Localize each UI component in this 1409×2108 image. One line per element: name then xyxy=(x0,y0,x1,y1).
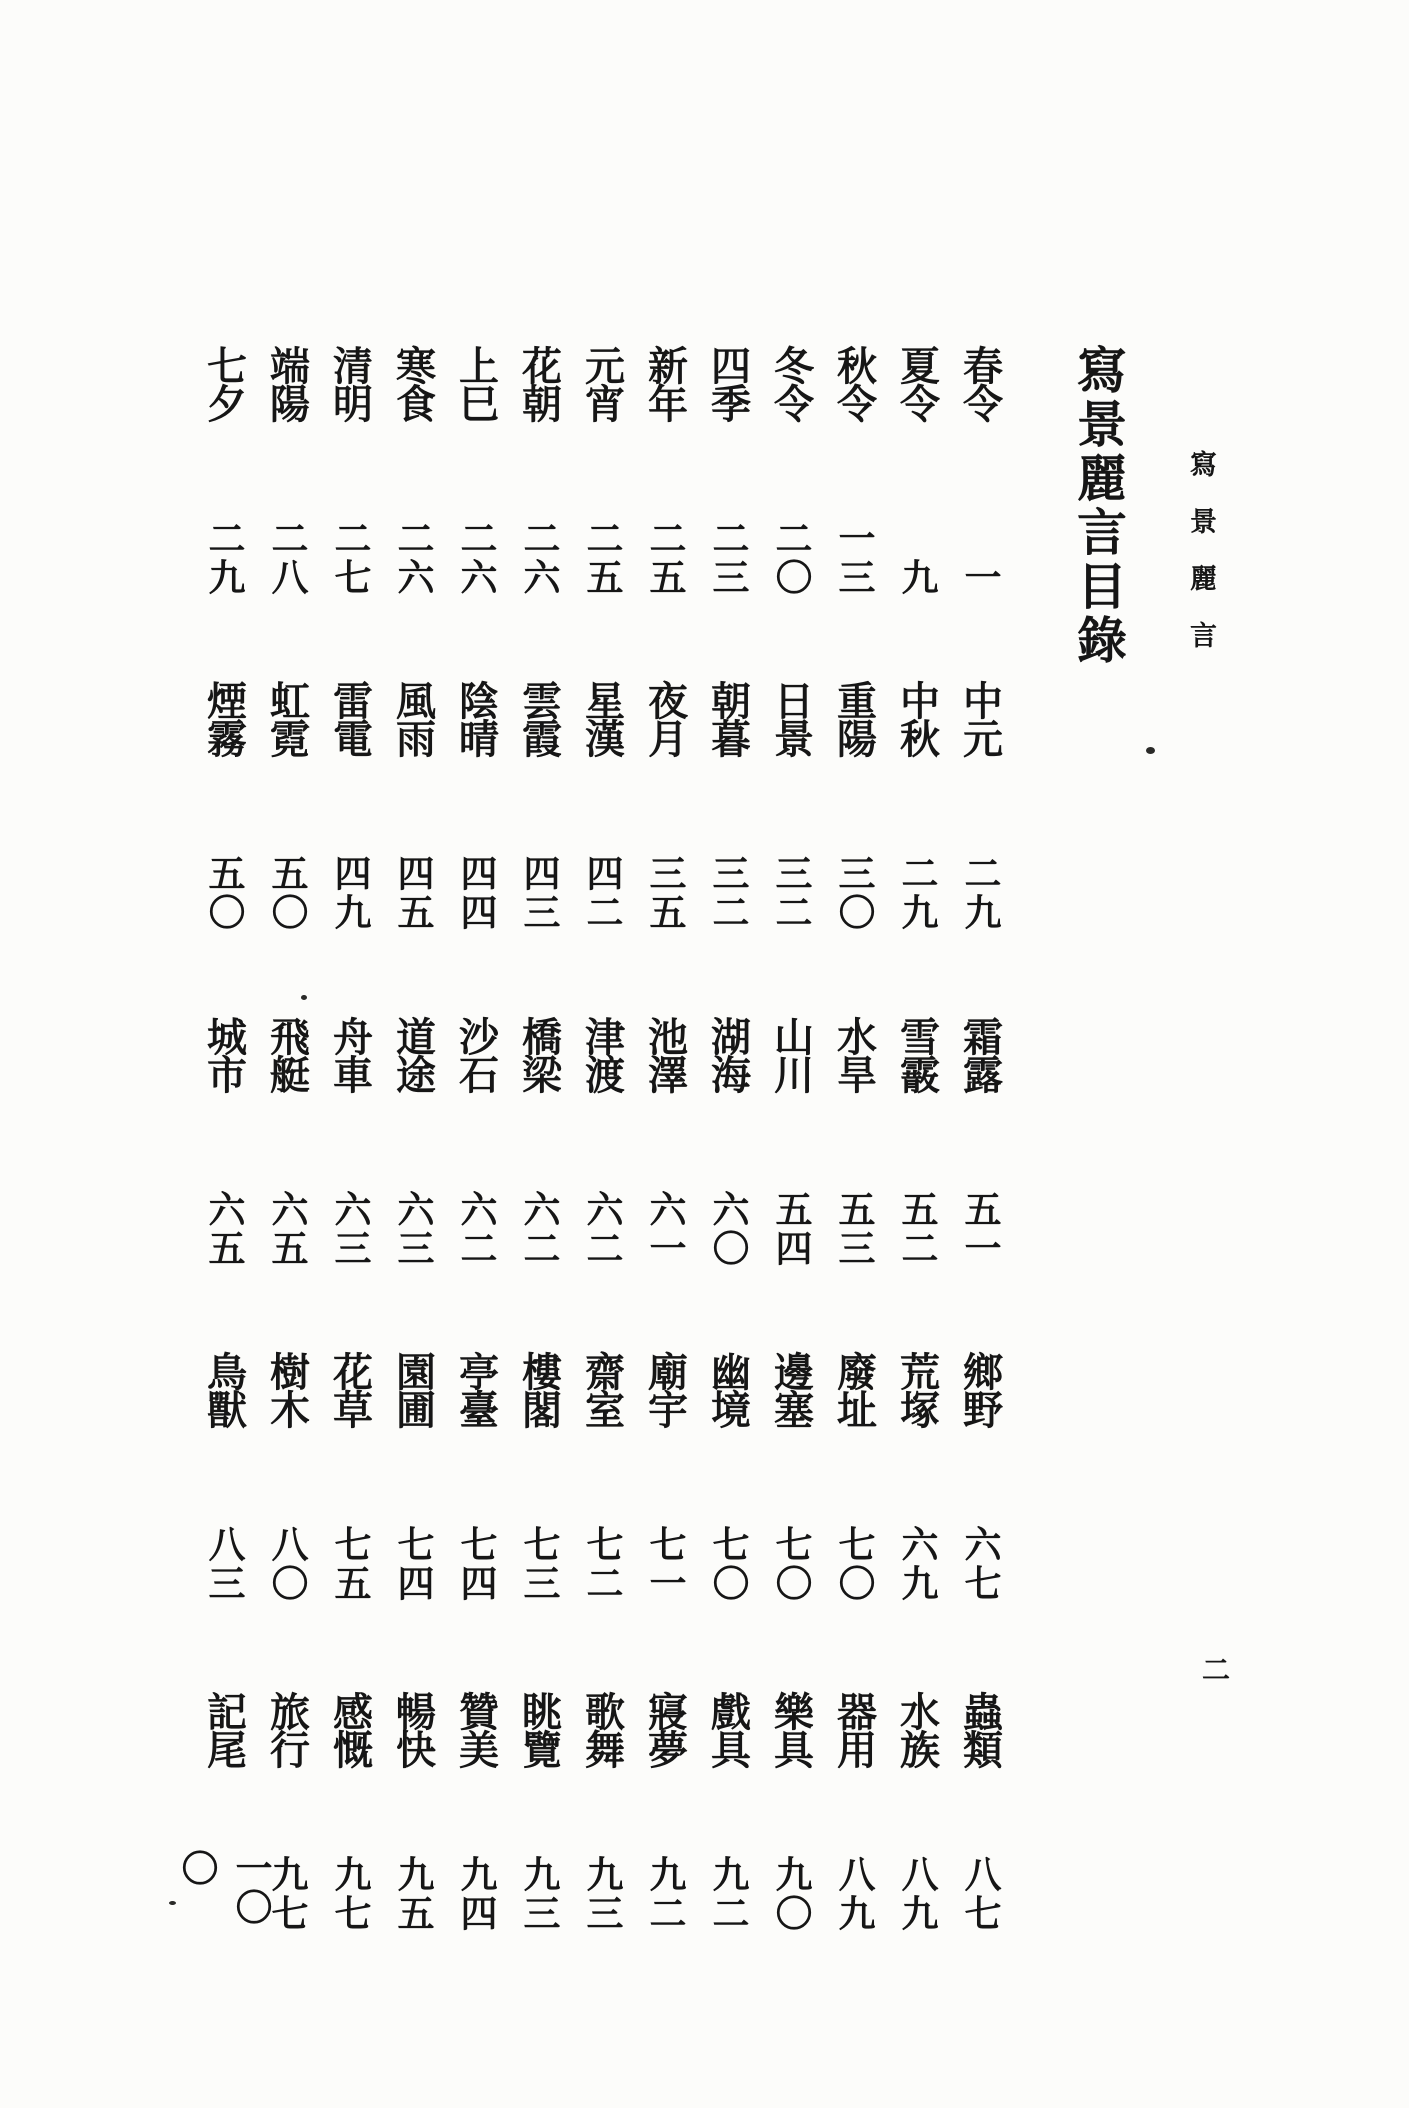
toc-page-number: 九七 xyxy=(265,1855,309,1933)
toc-term: 器用 xyxy=(830,1691,878,1767)
toc-page-number: 九五 xyxy=(391,1855,435,1933)
toc-term: 四季 xyxy=(704,345,752,421)
toc-page-number: 八七 xyxy=(958,1855,1002,1933)
toc-term: 城市 xyxy=(200,1016,248,1092)
toc-term: 旅行 xyxy=(263,1691,311,1767)
toc-page-number: 四三 xyxy=(517,854,561,932)
toc-term: 冬令 xyxy=(767,345,815,421)
toc-term: 亭臺 xyxy=(452,1351,500,1427)
toc-page-number: 二三 xyxy=(706,519,750,597)
toc-page-number: 五二 xyxy=(895,1190,939,1268)
toc-page-number: 二七 xyxy=(328,519,372,597)
toc-term: 幽境 xyxy=(704,1351,752,1427)
toc-term: 道途 xyxy=(389,1016,437,1092)
toc-term: 記尾 xyxy=(200,1691,248,1767)
toc-page-number: 七四 xyxy=(454,1525,498,1603)
toc-page-number: 六二 xyxy=(454,1190,498,1268)
toc-term: 歌舞 xyxy=(578,1691,626,1767)
toc-page-number: 二五 xyxy=(643,519,687,597)
toc-term: 星漢 xyxy=(578,680,626,756)
toc-term: 齋室 xyxy=(578,1351,626,1427)
toc-page-number: 一 xyxy=(958,558,1002,597)
ink-speck xyxy=(1146,747,1155,754)
toc-term: 花朝 xyxy=(515,345,563,421)
toc-page-number: 二九 xyxy=(202,519,246,597)
toc-page-number: 六一 xyxy=(643,1190,687,1268)
toc-term: 寒食 xyxy=(389,345,437,421)
toc-page-number: 九四 xyxy=(454,1855,498,1933)
toc-term: 湖海 xyxy=(704,1016,752,1092)
toc-term: 沙石 xyxy=(452,1016,500,1092)
toc-term: 雪霰 xyxy=(893,1016,941,1092)
toc-page-number: 九 xyxy=(895,558,939,597)
toc-term: 戲具 xyxy=(704,1691,752,1767)
toc-page-number: 九七 xyxy=(328,1855,372,1933)
toc-term: 山川 xyxy=(767,1016,815,1092)
toc-page-number: 七〇 xyxy=(706,1525,750,1603)
toc-page-number: 八九 xyxy=(832,1855,876,1933)
toc-term: 清明 xyxy=(326,345,374,421)
toc-term: 春令 xyxy=(956,345,1004,421)
toc-page-number: 四四 xyxy=(454,854,498,932)
toc-term: 橋梁 xyxy=(515,1016,563,1092)
toc-page-number: 五四 xyxy=(769,1190,813,1268)
toc-term: 舟車 xyxy=(326,1016,374,1092)
toc-term: 樂具 xyxy=(767,1691,815,1767)
toc-page-number: 六九 xyxy=(895,1525,939,1603)
toc-page-number: 一〇〇 xyxy=(175,1849,273,1927)
toc-page-number: 七〇 xyxy=(832,1525,876,1603)
toc-page-number: 九二 xyxy=(643,1855,687,1933)
toc-page-number: 二六 xyxy=(391,519,435,597)
toc-page-number: 八〇 xyxy=(265,1525,309,1603)
toc-term: 水旱 xyxy=(830,1016,878,1092)
toc-page-number: 四五 xyxy=(391,854,435,932)
toc-page-number: 七五 xyxy=(328,1525,372,1603)
toc-page-number: 六三 xyxy=(328,1190,372,1268)
toc-term: 津渡 xyxy=(578,1016,626,1092)
toc-page-number: 七一 xyxy=(643,1525,687,1603)
toc-page-number: 二五 xyxy=(580,519,624,597)
toc-term: 邊塞 xyxy=(767,1351,815,1427)
toc-term: 霜露 xyxy=(956,1016,1004,1092)
toc-term: 池澤 xyxy=(641,1016,689,1092)
toc-term: 元宵 xyxy=(578,345,626,421)
toc-term: 廢址 xyxy=(830,1351,878,1427)
toc-term: 雲霞 xyxy=(515,680,563,756)
toc-term: 風雨 xyxy=(389,680,437,756)
toc-term: 中秋 xyxy=(893,680,941,756)
toc-term: 中元 xyxy=(956,680,1004,756)
toc-page-number: 七〇 xyxy=(769,1525,813,1603)
page-title: 寫景麗言目錄 xyxy=(1069,344,1128,668)
toc-page-number: 二八 xyxy=(265,519,309,597)
toc-page-number: 一三 xyxy=(832,519,876,597)
toc-page-number: 四二 xyxy=(580,854,624,932)
toc-term: 樓閣 xyxy=(515,1351,563,1427)
toc-page-number: 九三 xyxy=(580,1855,624,1933)
toc-term: 荒塚 xyxy=(893,1351,941,1427)
toc-page-number: 八三 xyxy=(202,1525,246,1603)
toc-term: 蟲類 xyxy=(956,1691,1004,1767)
toc-term: 鳥獸 xyxy=(200,1351,248,1427)
toc-page-number: 三二 xyxy=(706,854,750,932)
toc-page-number: 二九 xyxy=(958,854,1002,932)
toc-page-number: 七二 xyxy=(580,1525,624,1603)
toc-page-number: 五〇 xyxy=(202,854,246,932)
running-title: 寫景麗言 xyxy=(1185,450,1216,678)
toc-page-number: 二九 xyxy=(895,854,939,932)
toc-page-number: 九〇 xyxy=(769,1855,813,1933)
toc-term: 園圃 xyxy=(389,1351,437,1427)
toc-page-number: 六〇 xyxy=(706,1190,750,1268)
toc-page-number: 三五 xyxy=(643,854,687,932)
toc-term: 夏令 xyxy=(893,345,941,421)
ink-speck xyxy=(301,995,307,1000)
toc-term: 朝暮 xyxy=(704,680,752,756)
toc-term: 鄉野 xyxy=(956,1351,1004,1427)
folio-number: 二 xyxy=(1198,1655,1231,1687)
toc-term: 七夕 xyxy=(200,345,248,421)
toc-page-number: 六五 xyxy=(265,1190,309,1268)
toc-page-number: 二六 xyxy=(517,519,561,597)
toc-page-number: 九二 xyxy=(706,1855,750,1933)
toc-page-number: 九三 xyxy=(517,1855,561,1933)
toc-page-number: 二〇 xyxy=(769,519,813,597)
toc-page-number: 七三 xyxy=(517,1525,561,1603)
toc-term: 飛艇 xyxy=(263,1016,311,1092)
toc-page-number: 六三 xyxy=(391,1190,435,1268)
toc-term: 寢夢 xyxy=(641,1691,689,1767)
toc-term: 煙霧 xyxy=(200,680,248,756)
toc-page-number: 三二 xyxy=(769,854,813,932)
toc-page-number: 五一 xyxy=(958,1190,1002,1268)
toc-term: 廟宇 xyxy=(641,1351,689,1427)
toc-term: 暢快 xyxy=(389,1691,437,1767)
toc-page-number: 六七 xyxy=(958,1525,1002,1603)
toc-page-number: 三〇 xyxy=(832,854,876,932)
toc-term: 日景 xyxy=(767,680,815,756)
toc-page-number: 六二 xyxy=(580,1190,624,1268)
toc-term: 花草 xyxy=(326,1351,374,1427)
toc-term: 新年 xyxy=(641,345,689,421)
toc-term: 雷電 xyxy=(326,680,374,756)
toc-page-number: 七四 xyxy=(391,1525,435,1603)
toc-page-number: 四九 xyxy=(328,854,372,932)
toc-page-number: 六二 xyxy=(517,1190,561,1268)
toc-term: 重陽 xyxy=(830,680,878,756)
toc-page-number: 五〇 xyxy=(265,854,309,932)
ink-speck xyxy=(169,1901,176,1905)
toc-page-number: 五三 xyxy=(832,1190,876,1268)
toc-term: 秋令 xyxy=(830,345,878,421)
toc-page-number: 二六 xyxy=(454,519,498,597)
toc-term: 上巳 xyxy=(452,345,500,421)
toc-term: 陰晴 xyxy=(452,680,500,756)
toc-term: 虹霓 xyxy=(263,680,311,756)
toc-page-number: 八九 xyxy=(895,1855,939,1933)
toc-term: 贊美 xyxy=(452,1691,500,1767)
toc-term: 水族 xyxy=(893,1691,941,1767)
toc-term: 感慨 xyxy=(326,1691,374,1767)
toc-term: 樹木 xyxy=(263,1351,311,1427)
toc-term: 夜月 xyxy=(641,680,689,756)
toc-term: 端陽 xyxy=(263,345,311,421)
toc-page-number: 六五 xyxy=(202,1190,246,1268)
toc-term: 眺覽 xyxy=(515,1691,563,1767)
